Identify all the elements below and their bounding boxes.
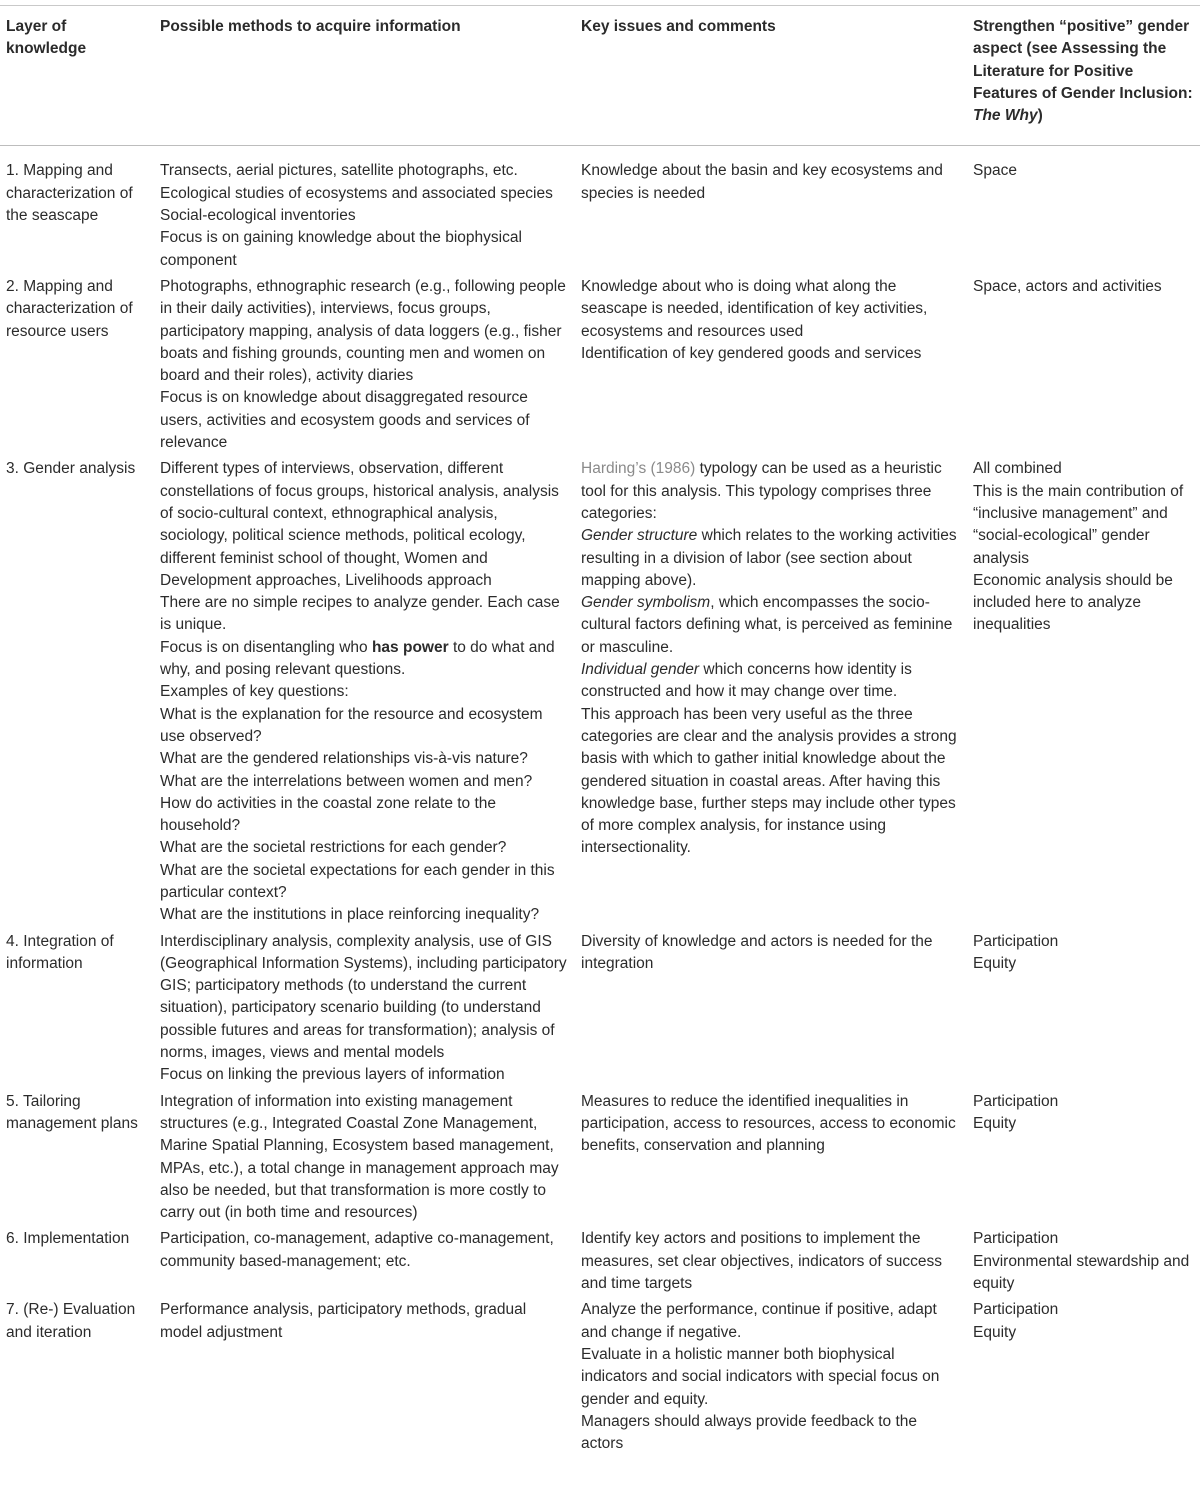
methods-cell [154, 273, 575, 455]
header-issues: Key issues and comments [581, 18, 776, 35]
category-term: Individual gender [581, 661, 700, 679]
positive-cell [967, 928, 1200, 1088]
knowledge-layers-table [0, 5, 1200, 1456]
table-row [0, 146, 1200, 273]
methods-line: Examples of key questions: [160, 683, 349, 701]
header-layer: Layer of knowledge [6, 18, 87, 58]
methods-line: Participation, co-management, adaptive co-management, community based-management; etc. [160, 1230, 554, 1270]
positive-cell [967, 1088, 1200, 1226]
focus-text: to do what and why, and posing relevant questions. [160, 638, 555, 679]
header-methods: Possible methods to acquire information [160, 18, 461, 35]
table-row [0, 273, 1200, 455]
issues-line: Managers should always provide feedback to the actors [581, 1412, 918, 1453]
layer-cell: 4. Integration of information [6, 932, 114, 972]
issues-cell [575, 1296, 967, 1456]
question-line: What is the explanation for the resource and ecosystem use observed? [160, 705, 543, 745]
methods-line: Social-ecological inventories [160, 207, 356, 225]
table-row [0, 1225, 1200, 1296]
issues-cell [575, 1225, 967, 1296]
methods-cell [154, 146, 575, 273]
issues-cell [575, 928, 967, 1088]
positive-line: Space [973, 162, 1017, 180]
header-positive-text: Strengthen “positive” gender aspect (see Assessing the Literature for Positive Features of Gender Inclusion: [973, 18, 1193, 102]
header-positive-italic: The Why [973, 107, 1038, 125]
methods-cell [154, 455, 575, 927]
header-row [0, 6, 1200, 146]
header-positive-close: ) [1037, 107, 1043, 125]
category-line [581, 592, 961, 659]
question-line: What are the institutions in place reinforcing inequality? [160, 906, 540, 924]
layer-cell: 7. (Re-) Evaluation and iteration [6, 1301, 136, 1341]
positive-line: Environmental stewardship and equity [973, 1252, 1190, 1293]
positive-line: Space, actors and activities [973, 277, 1162, 295]
methods-line: Interdisciplinary analysis, complexity analysis, use of GIS (Geographical Information Systems), including participatory GIS; participatory methods (to understand the current situation), participatory scenario building (to understand possible futures and areas for transformation); analysis of norms, images, views and mental models [160, 932, 567, 1062]
table-row [0, 455, 1200, 927]
methods-line: Performance analysis, participatory methods, gradual model adjustment [160, 1301, 527, 1341]
positive-line: Participation [973, 932, 1059, 950]
category-text: which relates to the working activities resulting in a division of labor (see section about mapping above). [581, 527, 957, 589]
layer-cell: 5. Tailoring management plans [6, 1092, 138, 1132]
methods-line: Focus is on gaining knowledge about the biophysical component [160, 229, 522, 269]
issues-line: Measures to reduce the identified inequalities in participation, access to resources, access to economic benefits, conservation and planning [581, 1092, 956, 1155]
methods-line: Transects, aerial pictures, satellite photographs, etc. [160, 162, 518, 180]
table-row [0, 1088, 1200, 1226]
methods-line: Focus on linking the previous layers of information [160, 1066, 505, 1084]
methods-line: Ecological studies of ecosystems and associated species [160, 184, 553, 202]
question-line: What are the interrelations between women and men? [160, 772, 533, 790]
methods-cell [154, 1296, 575, 1456]
layer-cell: 3. Gender analysis [6, 460, 136, 478]
issues-cell [575, 455, 967, 927]
issues-cell [575, 146, 967, 273]
positive-cell [967, 455, 1200, 927]
layer-cell: 6. Implementation [6, 1230, 130, 1248]
positive-cell [967, 146, 1200, 273]
header-positive [967, 6, 1200, 146]
methods-line: Photographs, ethnographic research (e.g., following people in their daily activities), interviews, focus groups, participatory mapping, analysis of data loggers (e.g., fisher boats and fishing grounds, counting men and women on board and their roles), activity diaries [160, 277, 566, 385]
positive-line: This is the main contribution of “inclusive management” and “social-ecological” gender analysis [973, 482, 1184, 567]
positive-line: Participation [973, 1092, 1059, 1110]
category-term: Gender structure [581, 527, 698, 545]
positive-line: Economic analysis should be included here to analyze inequalities [973, 571, 1173, 634]
positive-line: Equity [973, 954, 1017, 972]
question-line: What are the societal expectations for each gender in this particular context? [160, 861, 555, 901]
positive-line: Equity [973, 1114, 1017, 1132]
category-text: , which encompasses the socio-cultural factors defining what, is perceived as feminine or masculine. [581, 594, 953, 656]
focus-bold-text: has power [371, 638, 449, 656]
layer-cell: 1. Mapping and characterization of the seascape [6, 162, 133, 225]
issues-line: Diversity of knowledge and actors is needed for the integration [581, 932, 933, 972]
focus-text: Focus is on disentangling who [160, 638, 372, 656]
methods-cell [154, 1088, 575, 1226]
positive-cell [967, 1225, 1200, 1296]
issues-cell [575, 1088, 967, 1226]
issues-line: Identify key actors and positions to implement the measures, set clear objectives, indicators of success and time targets [581, 1230, 942, 1293]
positive-line: All combined [973, 460, 1062, 478]
methods-line: Focus is on knowledge about disaggregated resource users, activities and ecosystem goods and services of relevance [160, 389, 530, 452]
methods-line: There are no simple recipes to analyze gender. Each case is unique. [160, 594, 560, 634]
category-text: which concerns how identity is constructed and how it may change over time. [581, 661, 912, 701]
category-line [581, 659, 961, 704]
issues-line: Knowledge about the basin and key ecosystems and species is needed [581, 162, 943, 202]
methods-line: Different types of interviews, observation, different constellations of focus groups, historical analysis, analysis of socio-cultural context, ethnographical analysis, sociology, political science methods, political ecology, different feminist school of thought, Women and Development approaches, Livelihoods approach [160, 460, 559, 589]
layer-cell: 2. Mapping and characterization of resource users [6, 277, 133, 340]
table-row [0, 928, 1200, 1088]
category-line [581, 525, 961, 592]
methods-line: Integration of information into existing management structures (e.g., Integrated Coastal Zone Management, Marine Spatial Planning, Ecosystem based management, MPAs, etc.), a total change in management approach may also be needed, but that transformation is more costly to carry out (in both time and resources) [160, 1092, 559, 1222]
question-line: What are the gendered relationships vis-à-vis nature? [160, 750, 528, 768]
methods-focus-line [160, 637, 569, 682]
citation-link[interactable]: Harding’s (1986) [581, 460, 696, 478]
question-line: What are the societal restrictions for each gender? [160, 839, 507, 857]
question-line: How do activities in the coastal zone relate to the household? [160, 794, 497, 835]
positive-line: Participation [973, 1301, 1059, 1319]
positive-line: Equity [973, 1323, 1017, 1341]
methods-cell [154, 928, 575, 1088]
issues-text: typology can be used as a heuristic tool for this analysis. This typology comprises three categories: [581, 460, 942, 522]
issues-line: Evaluate in a holistic manner both biophysical indicators and social indicators with special focus on gender and equity. [581, 1345, 940, 1408]
issues-line: Analyze the performance, continue if positive, adapt and change if negative. [581, 1301, 937, 1341]
issues-line: Identification of key gendered goods and services [581, 344, 922, 362]
issues-line: Knowledge about who is doing what along the seascape is needed, identification of key activities, ecosystems and resources used [581, 277, 928, 340]
issues-cell [575, 273, 967, 455]
methods-cell [154, 1225, 575, 1296]
positive-cell [967, 1296, 1200, 1456]
issues-intro-line [581, 458, 961, 525]
positive-cell [967, 273, 1200, 455]
category-term: Gender symbolism [581, 594, 711, 612]
issues-line: This approach has been very useful as the three categories are clear and the analysis provides a strong basis with which to gather initial knowledge about the gendered situation in coastal areas. After having this knowledge base, further steps may include other types of more complex analysis, for instance using intersectionality. [581, 705, 957, 857]
table-row [0, 1296, 1200, 1456]
positive-line: Participation [973, 1230, 1059, 1248]
